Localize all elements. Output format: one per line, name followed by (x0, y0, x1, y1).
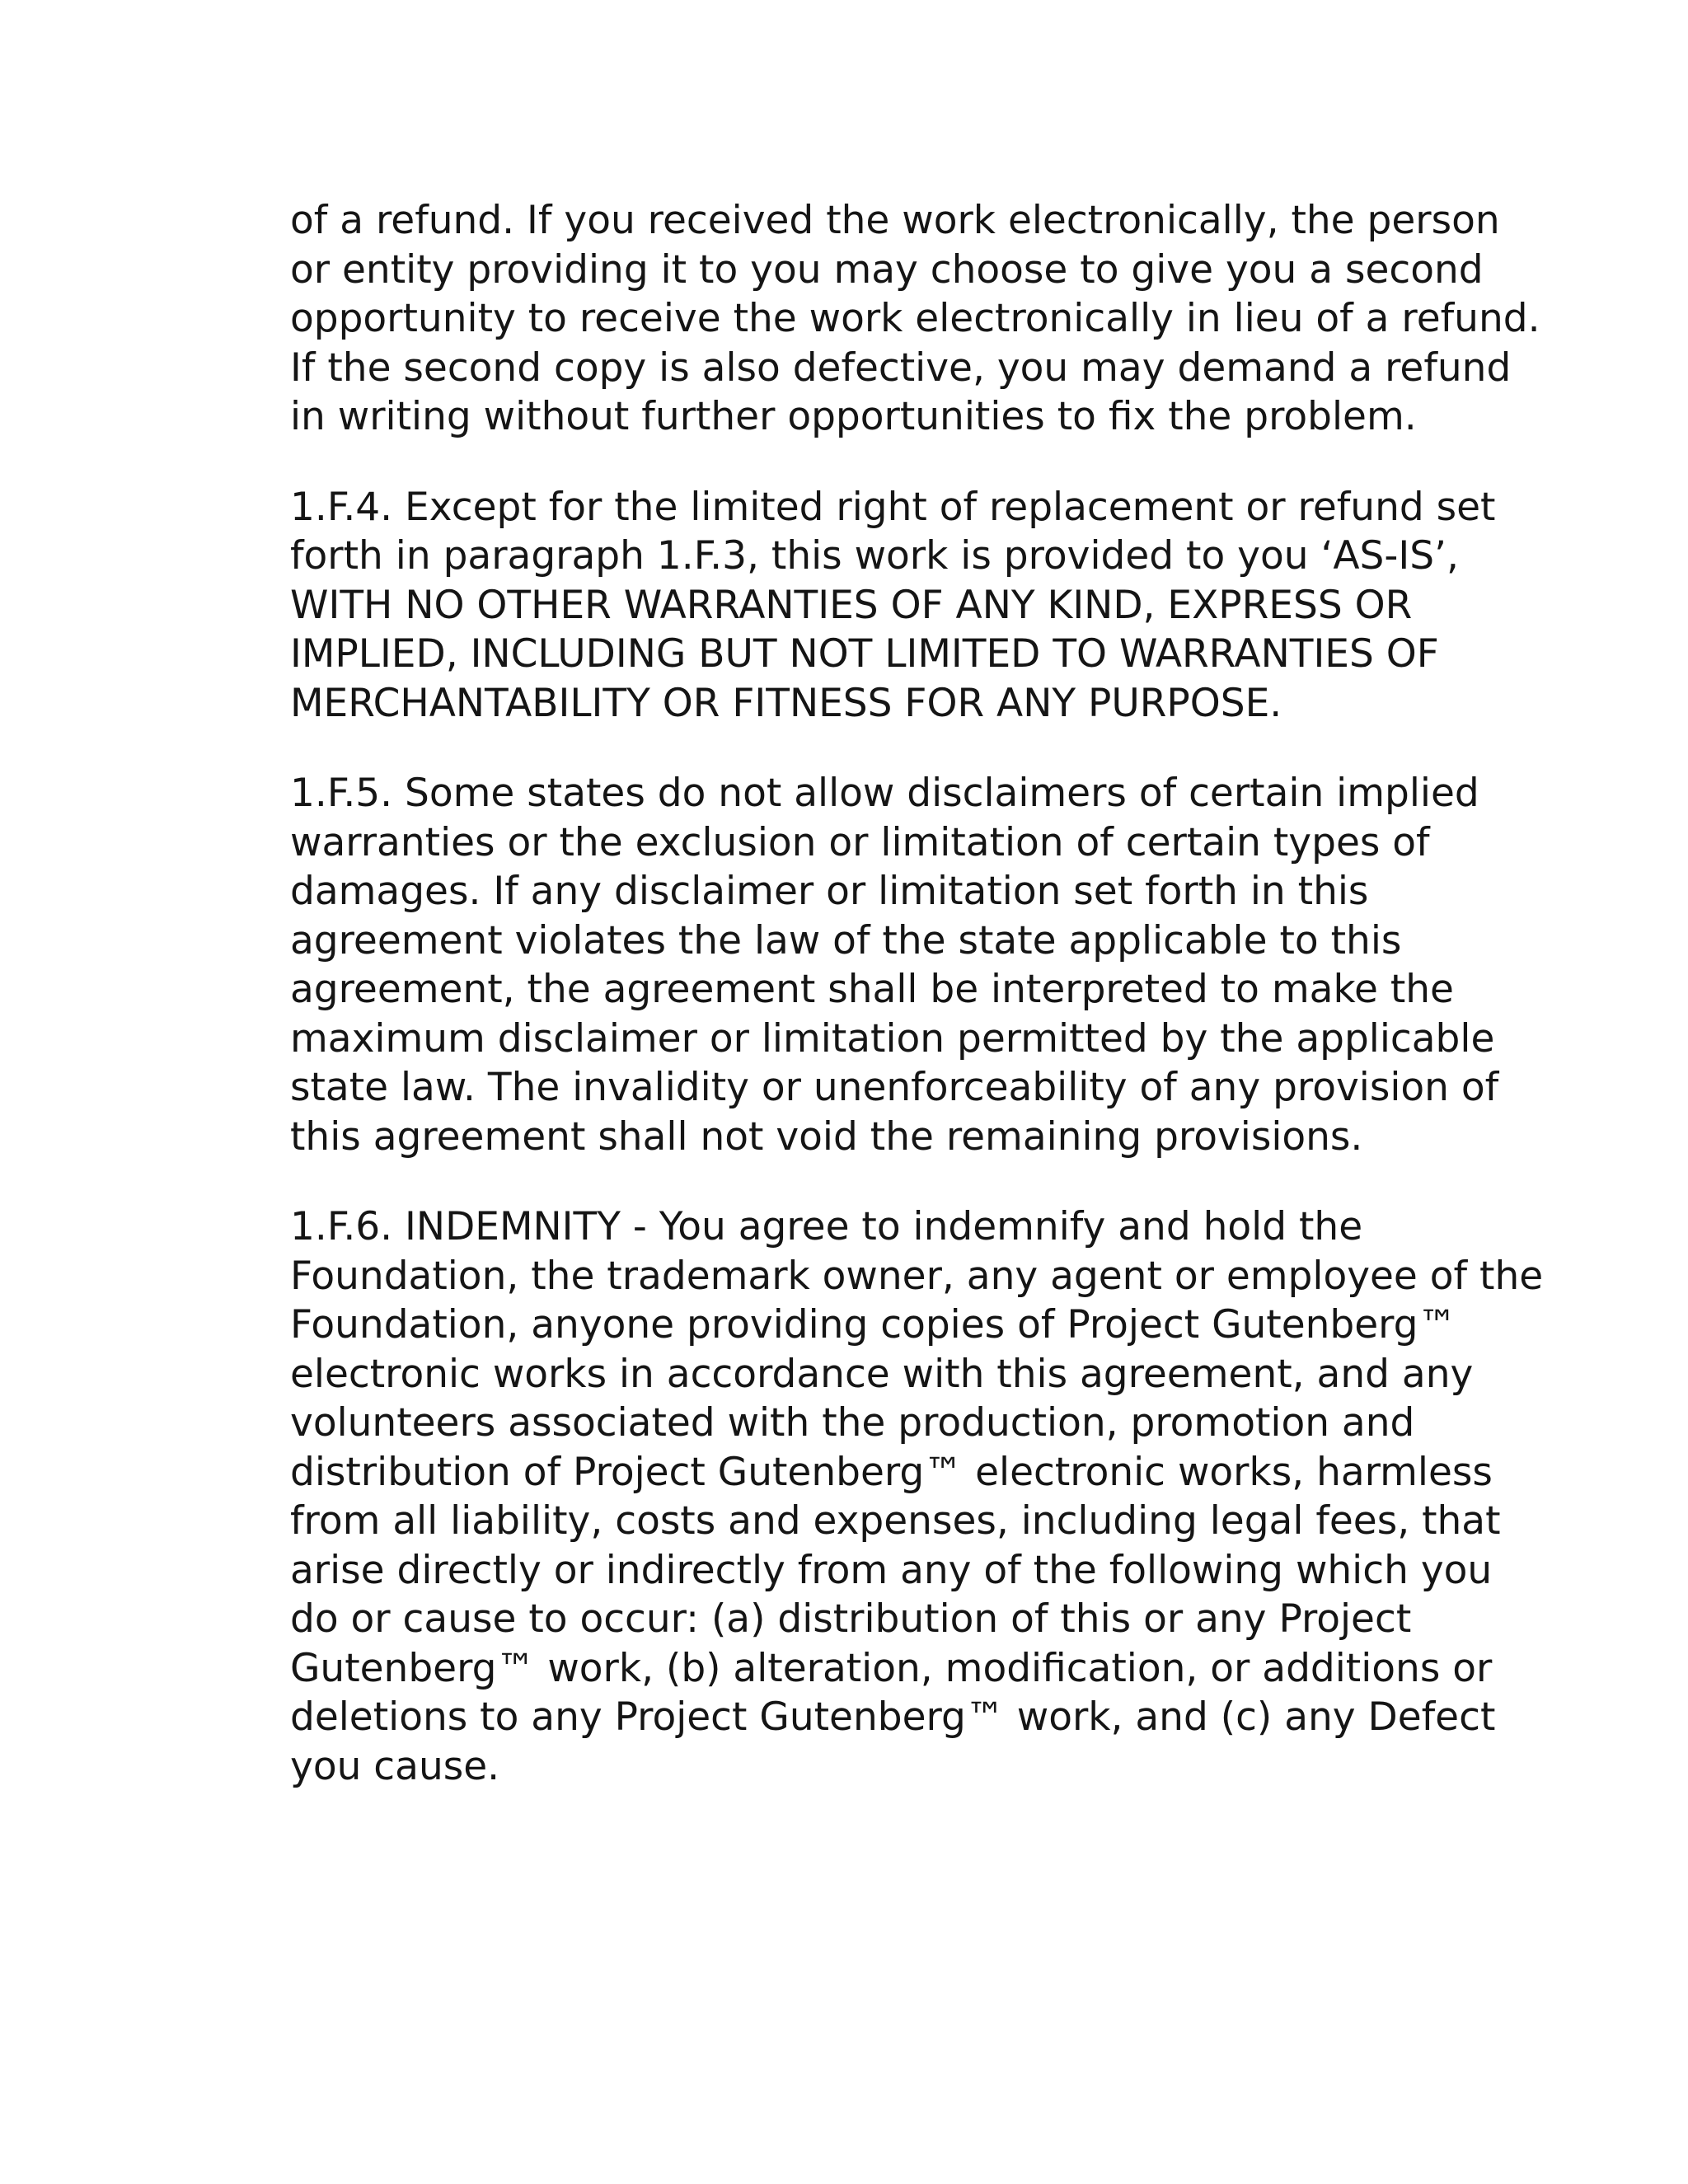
text-line: Foundation, anyone providing copies of Project Gutenberg™ (290, 1302, 1457, 1347)
text-line: this agreement shall not void the remaining provisions. (290, 1113, 1363, 1160)
text-line: WITH NO OTHER WARRANTIES OF ANY KIND, EXPRESS OR (290, 582, 1413, 628)
text-line: 1.F.6. INDEMNITY - You agree to indemnify and hold the (290, 1204, 1363, 1249)
text-line: maximum disclaimer or limitation permitted by the applicable (290, 1015, 1495, 1062)
text-line: or entity providing it to you may choose to give you a second (290, 246, 1484, 293)
text-line: arise directly or indirectly from any of the following which you (290, 1547, 1493, 1593)
text-line: forth in paragraph 1.F.3, this work is provided to you ‘AS-IS’, (290, 533, 1459, 579)
text-line: do or cause to occur: (a) distribution of this or any Project (290, 1596, 1412, 1642)
text-line: warranties or the exclusion or limitation of certain types of (290, 819, 1430, 865)
text-line: damages. If any disclaimer or limitation set forth in this (290, 869, 1369, 914)
text-line: Foundation, the trademark owner, any agent or employee of the (290, 1253, 1544, 1299)
document-body (290, 196, 1544, 1832)
text-line: 1.F.4. Except for the limited right of replacement or refund set (290, 484, 1496, 530)
text-line: agreement, the agreement shall be interpreted to make the (290, 967, 1454, 1012)
paragraph-section-1f6 (290, 1202, 1544, 1791)
text-line: deletions to any Project Gutenberg™ work, and (c) any Defect (290, 1694, 1496, 1740)
text-line: electronic works in accordance with this agreement, and any (290, 1351, 1474, 1397)
text-line: MERCHANTABILITY OR FITNESS FOR ANY PURPOSE. (290, 680, 1282, 726)
paragraph-refund-continuation (290, 196, 1540, 442)
text-line: If the second copy is also defective, you may demand a refund (290, 344, 1512, 391)
text-line: from all liability, costs and expenses, including legal fees, that (290, 1498, 1501, 1544)
text-line: agreement violates the law of the state applicable to this (290, 917, 1402, 963)
paragraph-section-1f5 (290, 769, 1499, 1161)
text-line: you cause. (290, 1743, 500, 1789)
text-line: volunteers associated with the production, promotion and (290, 1400, 1415, 1446)
text-line: of a refund. If you received the work electronically, the person (290, 198, 1500, 243)
text-line: opportunity to receive the work electronically in lieu of a refund. (290, 296, 1540, 341)
paragraph-section-1f4 (290, 483, 1496, 729)
text-line: Gutenberg™ work, (b) alteration, modification, or additions or (290, 1645, 1493, 1691)
text-line: state law. The invalidity or unenforceability of any provision of (290, 1065, 1499, 1110)
text-line: distribution of Project Gutenberg™ electronic works, harmless (290, 1449, 1493, 1495)
text-line: in writing without further opportunities to fix the problem. (290, 394, 1417, 439)
text-line: 1.F.5. Some states do not allow disclaimers of certain implied (290, 771, 1479, 816)
text-line: IMPLIED, INCLUDING BUT NOT LIMITED TO WARRANTIES OF (290, 631, 1439, 677)
